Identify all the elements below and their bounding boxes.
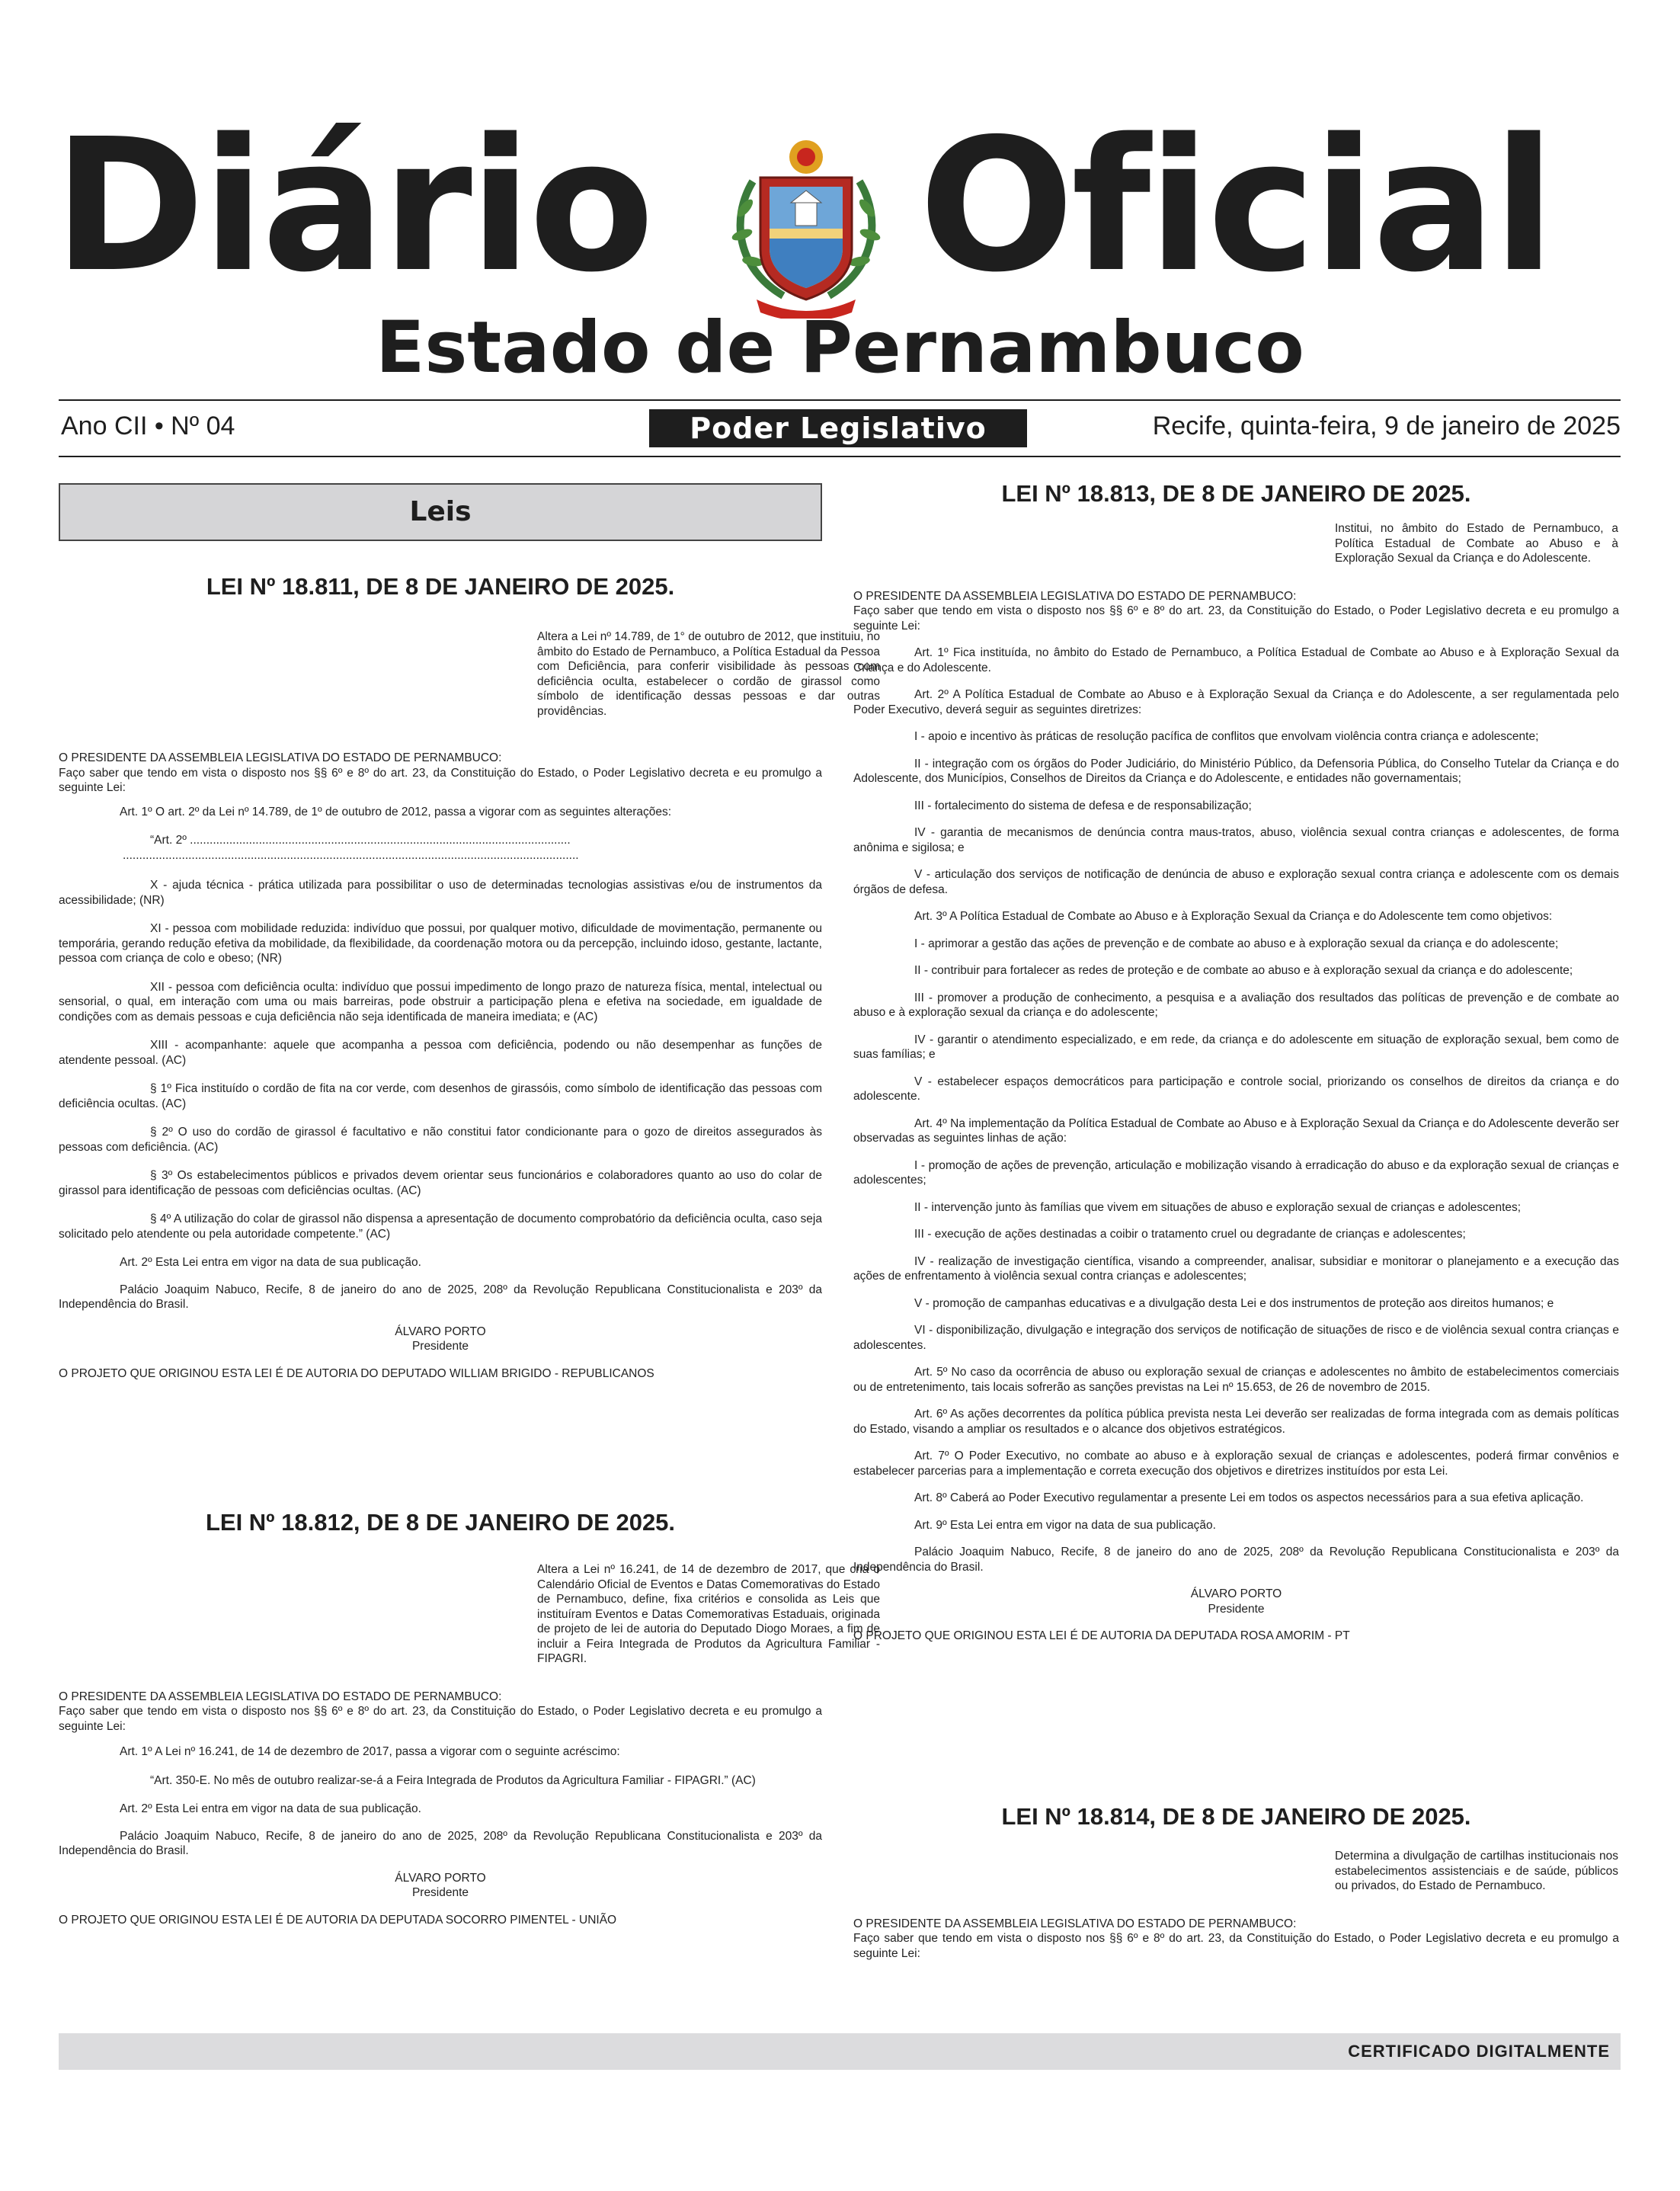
item-xi: XI - pessoa com mobilidade reduzida: indivíduo que possui, por qualquer motivo, dificuldade de movimentação, permanente ou temporária, gerando redução efetiva da mobilidade, da flexibilidade, da coordenação motora ou da percepção, incluindo idoso, gestante, lactante, pessoa com criança de colo e obeso; (NR): [59, 922, 822, 965]
art4-item-iv: IV - realização de investigação científica, visando a compreender, analisar, subsidiar e monitorar o planejamento e a execução das ações de enfrentamento à violência sexual contra crianças e adolescentes;: [853, 1254, 1619, 1283]
law-ementa: Altera a Lei nº 16.241, de 14 de dezembro de 2017, que cria o Calendário Oficial de Eventos e Datas Comemorativas do Estado de Pernambuco, define, fixa critérios e consolida as Leis que instituíram Eventos e Datas Comemorativas Estaduais, originada de projeto de lei de autoria do Deputado Diogo Moraes, a fim de incluir a Feira Integrada de Produtos da Agricultura Familiar - FIPAGRI.: [537, 1563, 880, 1665]
item-xii: XII - pessoa com deficiência oculta: indivíduo que possui impedimento de longo prazo de natureza física, mental, intelectual ou sensorial, o qual, em interação com uma ou mais barreiras, pode obstruir a participação plena e efetiva na sociedade, em igualdade de condições com as demais pessoas e cuja deficiência não seja identificada de maneira imediata; e (AC): [59, 980, 822, 1023]
digital-certificate-footer: CERTIFICADO DIGITALMENTE: [59, 2033, 1621, 2070]
preamble-text: Faço saber que tendo em vista o disposto nos §§ 6º e 8º do art. 23, da Constituição do Estado, o Poder Legislativo decreta e eu promulgo a seguinte Lei:: [853, 1932, 1619, 1960]
art4-item-ii: II - intervenção junto às famílias que vivem em situações de abuso e exploração sexual de crianças e adolescentes;: [914, 1200, 1522, 1214]
authorship: O PROJETO QUE ORIGINOU ESTA LEI É DE AUTORIA DO DEPUTADO WILLIAM BRIGIDO - REPUBLICANOS: [59, 1366, 654, 1380]
preamble-heading: O PRESIDENTE DA ASSEMBLEIA LEGISLATIVA DO ESTADO DE PERNAMBUCO:: [853, 1917, 1297, 1930]
article-3: Art. 3º A Política Estadual de Combate ao Abuso e à Exploração Sexual da Criança e do Adolescente tem como objetivos:: [914, 910, 1553, 923]
article-9: Art. 9º Esta Lei entra em vigor na data de sua publicação.: [914, 1518, 1216, 1532]
preamble-text: Faço saber que tendo em vista o disposto nos §§ 6º e 8º do art. 23, da Constituição do Estado, o Poder Legislativo decreta e eu promulgo a seguinte Lei:: [59, 766, 822, 794]
paragraph-4: § 4º A utilização do colar de girassol não dispensa a apresentação de documento comprobatório da deficiência oculta, caso seja solicitado pelo atendente ou pela autoridade competente.” (AC): [59, 1212, 822, 1241]
preamble-text: Faço saber que tendo em vista o disposto nos §§ 6º e 8º do art. 23, da Constituição do Estado, o Poder Legislativo decreta e eu promulgo a seguinte Lei:: [853, 604, 1619, 633]
authorship: O PROJETO QUE ORIGINOU ESTA LEI É DE AUTORIA DA DEPUTADA SOCORRO PIMENTEL - UNIÃO: [59, 1913, 617, 1927]
art3-item-iv: IV - garantir o atendimento especializado, e em rede, da criança e do adolescente em situação de exploração sexual, bem como de suas famílias; e: [853, 1033, 1619, 1061]
article-2: Art. 2º A Política Estadual de Combate ao Abuso e à Exploração Sexual da Criança e do Adolescente, a ser regulamentada pelo Poder Executivo, deverá seguir as seguintes diretrizes:: [853, 688, 1619, 716]
article-2: Art. 2º Esta Lei entra em vigor na data de sua publicação.: [120, 1256, 421, 1269]
article-7: Art. 7º O Poder Executivo, no combate ao abuso e à exploração sexual de crianças e adolescentes, poderá firmar convênios e estabelecer parcerias para a implementação e correta execução dos objetivos e diretrizes instituídos por esta Lei.: [853, 1449, 1619, 1478]
article-4: Art. 4º Na implementação da Política Estadual de Combate ao Abuso e à Exploração Sexual da Criança e do Adolescente deverão ser observadas as seguintes linhas de ação:: [853, 1116, 1619, 1145]
preamble-heading: O PRESIDENTE DA ASSEMBLEIA LEGISLATIVA DO ESTADO DE PERNAMBUCO:: [853, 589, 1297, 603]
law-ementa: Determina a divulgação de cartilhas institucionais nos estabelecimentos assistenciais e de saúde, públicos ou privados, do Estado de Pernambuco.: [1335, 1850, 1618, 1892]
masthead-rule-bottom: [59, 456, 1621, 457]
art2-item-i: I - apoio e incentivo às práticas de resolução pacífica de conflitos que envolvam violência contra criança e adolescente;: [914, 730, 1539, 743]
masthead-title-left: Diário: [53, 99, 651, 312]
section-header-leis: Leis: [59, 483, 822, 541]
law-title: LEI Nº 18.811, DE 8 DE JANEIRO DE 2025.: [206, 573, 675, 600]
law-18812: [59, 1509, 880, 1927]
art4-item-i: I - promoção de ações de prevenção, articulação e mobilização visando à erradicação do abuso e da exploração sexual de crianças e adolescentes;: [853, 1158, 1619, 1187]
article-350e: “Art. 350-E. No mês de outubro realizar-se-á a Feira Integrada de Produtos da Agricultura Familiar - FIPAGRI.” (AC): [150, 1773, 756, 1787]
art2-item-v: V - articulação dos serviços de notificação de denúncia de abuso e exploração sexual contra criança e adolescente com os demais órgãos de defesa.: [853, 868, 1619, 896]
authorship: O PROJETO QUE ORIGINOU ESTA LEI É DE AUTORIA DA DEPUTADA ROSA AMORIM - PT: [853, 1629, 1350, 1642]
masthead-subtitle: Estado de Pernambuco: [376, 306, 1304, 389]
item-x: X - ajuda técnica - prática utilizada para possibilitar o uso de determinadas tecnologias assistivas e/ou de instrumentos da acessibilidade; (NR): [59, 879, 822, 907]
law-18814: [853, 1803, 1619, 1961]
law-title: LEI Nº 18.814, DE 8 DE JANEIRO DE 2025.: [1001, 1803, 1471, 1830]
law-ementa: Institui, no âmbito do Estado de Pernambuco, a Política Estadual de Combate ao Abuso e à Exploração Sexual da Criança e do Adolescente.: [1335, 522, 1618, 565]
signature-role: Presidente: [1208, 1602, 1265, 1616]
paragraph-3: § 3º Os estabelecimentos públicos e privados devem orientar seus funcionários e colaboradores quanto ao uso do colar de girassol para identificação de pessoas com deficiências ocultas. (AC): [59, 1169, 822, 1197]
article-5: Art. 5º No caso da ocorrência de abuso ou exploração sexual de crianças e adolescentes no âmbito de estabelecimentos comerciais ou de entretenimento, tais locais sofrerão as sanções previstas na Lei nº 15.653, de 26 de novembro de 2015.: [853, 1366, 1619, 1394]
coat-of-arms-icon: [722, 136, 890, 319]
paragraph-1: § 1º Fica instituído o cordão de fita na cor verde, com desenhos de girassóis, como símbolo de identificação das pessoas com deficiência ocultas. (AC): [59, 1082, 822, 1110]
article-1: Art. 1º A Lei nº 16.241, de 14 de dezembro de 2017, passa a vigorar com o seguinte acréscimo:: [120, 1745, 620, 1758]
signature-name: ÁLVARO PORTO: [1190, 1587, 1282, 1600]
art3-item-ii: II - contribuir para fortalecer as redes de proteção e de combate ao abuso e à exploração sexual da criança e do adolescente;: [914, 964, 1573, 977]
art4-item-vi: VI - disponibilização, divulgação e integração dos serviços de notificação de situações de risco e de violência sexual contra crianças e adolescentes.: [853, 1324, 1619, 1352]
edition-label: Ano CII • Nº 04: [61, 412, 235, 440]
art2-item-ii: II - integração com os órgãos do Poder Judiciário, do Ministério Público, da Defensoria Pública, do Conselho Tutelar da Criança e do Adolescente, dos Municípios, Conselhos de Direitos da Criança e do Adolescente, e entidades não governamentais;: [853, 757, 1619, 785]
law-title: LEI Nº 18.812, DE 8 DE JANEIRO DE 2025.: [205, 1509, 676, 1536]
palace-date: Palácio Joaquim Nabuco, Recife, 8 de janeiro do ano de 2025, 208º da Revolução Republicana Constitucionalista e 203º da Independência do Brasil.: [59, 1283, 822, 1311]
article-8: Art. 8º Caberá ao Poder Executivo regulamentar a presente Lei em todos os aspectos necessários para a sua efetiva aplicação.: [914, 1491, 1584, 1504]
signature-name: ÁLVARO PORTO: [395, 1871, 486, 1885]
art3-item-v: V - estabelecer espaços democráticos para participação e controle social, priorizando os conselhos de direitos da criança e do adolescente.: [853, 1075, 1619, 1103]
law-18811: [59, 573, 880, 1381]
article-1: Art. 1º Fica instituída, no âmbito do Estado de Pernambuco, a Política Estadual de Combate ao Abuso e à Exploração Sexual da Criança e do Adolescente.: [853, 646, 1619, 674]
quoted-dots: ...........................................................................................................................................: [123, 848, 579, 862]
art4-item-iii: III - execução de ações destinadas a coibir o tratamento cruel ou degradante de crianças e adolescentes;: [914, 1228, 1466, 1241]
law-ementa: Altera a Lei nº 14.789, de 1° de outubro de 2012, que instituiu, no âmbito do Estado de Pernambuco, a Política Estadual da Pessoa com Deficiência, para conferir visibilidade às pessoas com deficiência oculta, estabelecer o cordão de girassol como símbolo de identificação dessas pessoas e dar outras providências.: [537, 630, 880, 718]
publication-date: Recife, quinta-feira, 9 de janeiro de 2025: [1152, 412, 1621, 440]
palace-date: Palácio Joaquim Nabuco, Recife, 8 de janeiro do ano de 2025, 208º da Revolução Republicana Constitucionalista e 203º da Independência do Brasil.: [59, 1829, 822, 1857]
law-title: LEI Nº 18.813, DE 8 DE JANEIRO DE 2025.: [1001, 480, 1471, 507]
preamble-heading: O PRESIDENTE DA ASSEMBLEIA LEGISLATIVA DO ESTADO DE PERNAMBUCO:: [59, 1690, 502, 1703]
preamble-text: Faço saber que tendo em vista o disposto nos §§ 6º e 8º do art. 23, da Constituição do Estado, o Poder Legislativo decreta e eu promulgo a seguinte Lei:: [59, 1705, 822, 1733]
article-2: Art. 2º Esta Lei entra em vigor na data de sua publicação.: [120, 1802, 421, 1815]
art3-item-i: I - aprimorar a gestão das ações de prevenção e de combate ao abuso e à exploração sexual da criança e do adolescente;: [914, 937, 1559, 950]
art3-item-iii: III - promover a produção de conhecimento, a pesquisa e a avaliação dos resultados das políticas de prevenção e de combate ao abuso e à exploração sexual da criança e do adolescente;: [853, 991, 1619, 1019]
signature-role: Presidente: [411, 1340, 469, 1353]
art4-item-v: V - promoção de campanhas educativas e a divulgação desta Lei e dos instrumentos de proteção aos direitos humanos; e: [914, 1296, 1554, 1310]
law-18813: [853, 480, 1619, 1644]
quoted-article: “Art. 2º ....................................................................................................................: [150, 834, 571, 847]
masthead-title-right: Oficial: [919, 99, 1553, 312]
art2-item-iii: III - fortalecimento do sistema de defesa e de responsabilização;: [914, 799, 1252, 812]
article-1: Art. 1º O art. 2º da Lei nº 14.789, de 1º de outubro de 2012, passa a vigorar com as seguintes alterações:: [120, 805, 672, 818]
signature-role: Presidente: [411, 1886, 469, 1899]
section-badge: Poder Legislativo: [649, 409, 1027, 447]
item-xiii: XIII - acompanhante: aquele que acompanha a pessoa com deficiência, podendo ou não desempenhar as funções de atendente pessoal. (AC): [59, 1039, 822, 1067]
palace-date: Palácio Joaquim Nabuco, Recife, 8 de janeiro do ano de 2025, 208º da Revolução Republicana Constitucionalista e 203º da Independência do Brasil.: [853, 1546, 1619, 1574]
masthead-rule-top: [59, 399, 1621, 401]
signature-name: ÁLVARO PORTO: [395, 1325, 486, 1338]
art2-item-iv: IV - garantia de mecanismos de denúncia contra maus-tratos, abuso, violência sexual contra crianças e adolescentes, de forma anônima e sigilosa; e: [853, 826, 1619, 854]
article-6: Art. 6º As ações decorrentes da política pública prevista nesta Lei deverão ser realizadas de forma integrada com as demais políticas do Estado, visando a ampliar os resultados e o alcance dos objetivos estratégicos.: [853, 1408, 1619, 1436]
paragraph-2: § 2º O uso do cordão de girassol é facultativo e não constitui fator condicionante para o gozo de direitos assegurados às pessoas com deficiência. (AC): [59, 1126, 822, 1154]
preamble-heading: O PRESIDENTE DA ASSEMBLEIA LEGISLATIVA DO ESTADO DE PERNAMBUCO:: [59, 751, 502, 764]
